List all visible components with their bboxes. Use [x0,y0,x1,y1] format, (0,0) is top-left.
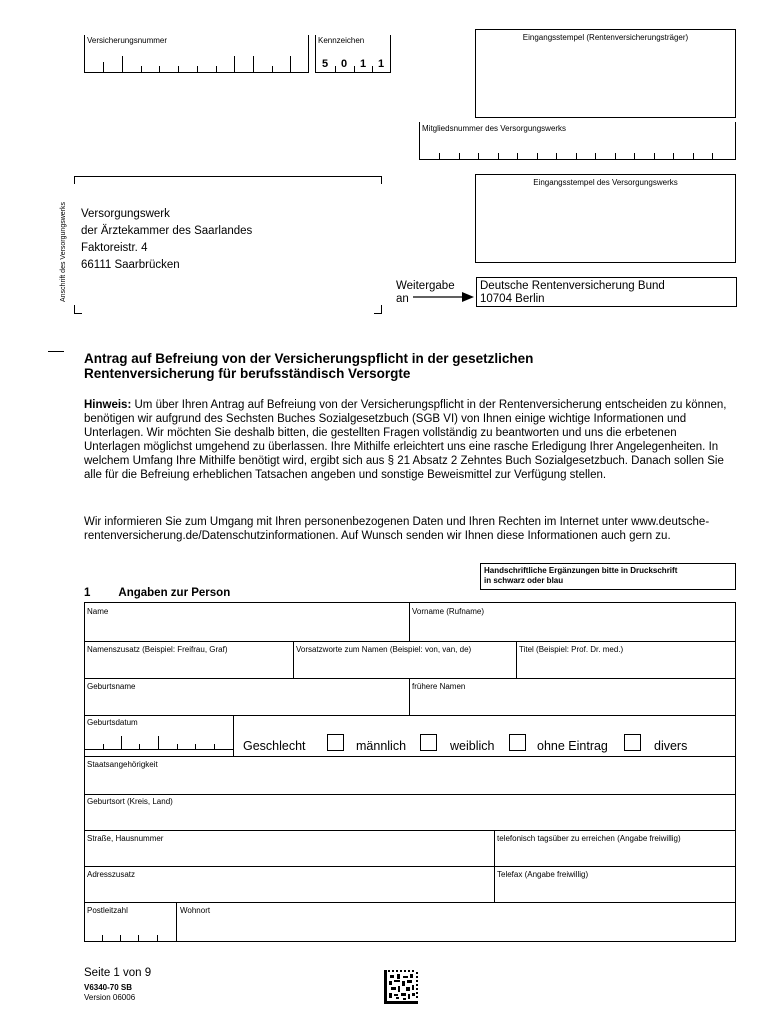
field-label-strasse: Straße, Hausnummer [87,834,164,843]
form-version: Version 06006 [84,993,136,1002]
field-label-telefon: telefonisch tagsüber zu erreichen (Angabe freiwillig) [497,834,681,843]
field-label-geburtsort: Geburtsort (Kreis, Land) [87,797,173,806]
divers-label: divers [654,739,688,753]
wohnort-input[interactable] [177,903,735,941]
telefax-input[interactable] [495,867,735,901]
field-label-telefax: Telefax (Angabe freiwillig) [497,870,589,879]
telefon-input[interactable] [495,831,735,865]
privacy-paragraph: Wir informieren Sie zum Umgang mit Ihren personenbezogenen Daten und Ihren Rechten im Internet unter www.deutsche-rentenversicherung.de/Datenschutzinformationen. Auf Wunsch senden wir Ihnen diese Informationen auch gern zu. [84,516,710,542]
barcode-icon [384,970,418,1004]
page-number: Seite 1 von 9 [84,967,152,979]
address-line: 66111 Saarbrücken [81,259,180,271]
kennzeichen-digit: 5 [322,58,329,70]
ohne-eintrag-label: ohne Eintrag [537,739,608,753]
field-label-namenszusatz: Namenszusatz (Beispiel: Freifrau, Graf) [87,645,228,654]
forwarding-recipient-box [476,277,737,307]
field-label-name: Name [87,607,109,616]
eingangsstempel-rv-box [475,29,736,118]
handwriting-note: Handschriftliche Ergänzungen bitte in Druckschrift in schwarz oder blau [480,563,736,590]
fruehere-namen-input[interactable] [410,679,735,714]
geschlecht-label: Geschlecht [243,739,306,753]
field-label-wohnort: Wohnort [180,906,211,915]
mitgliedsnummer-label: Mitgliedsnummer des Versorgungswerks [422,124,567,133]
field-label-vorname: Vorname (Rufname) [412,607,485,616]
geburtsdatum-input[interactable] [84,730,233,750]
vorname-input[interactable] [410,603,735,640]
name-input[interactable] [85,603,408,640]
eingangsstempel-rv-label: Eingangsstempel (Rentenversicherungsträger) [522,33,689,42]
arrow-right-icon [412,291,476,303]
field-label-titel: Titel (Beispiel: Prof. Dr. med.) [519,645,624,654]
address-line: Faktoreistr. 4 [81,242,148,254]
versicherungsnummer-label: Versicherungsnummer [87,36,168,45]
ohne-eintrag-checkbox[interactable] [509,734,526,751]
field-label-staatsangehoerigkeit: Staatsangehörigkeit [87,760,158,769]
adresszusatz-input[interactable] [85,867,493,901]
field-label-adresszusatz: Adresszusatz [87,870,136,879]
forwarding-label: Weitergabe an [396,280,455,305]
staatsangehoerigkeit-input[interactable] [85,757,735,793]
divers-checkbox[interactable] [624,734,641,751]
titel-input[interactable] [517,642,735,677]
recipient-line: Deutsche Rentenversicherung Bund [480,280,665,292]
eingangsstempel-vw-label: Eingangsstempel des Versorgungswerks [533,178,678,187]
strasse-input[interactable] [85,831,493,865]
kennzeichen-digit: 1 [360,58,367,70]
postleitzahl-input[interactable] [84,920,176,941]
recipient-line: 10704 Berlin [480,293,545,305]
geburtsname-input[interactable] [85,679,408,714]
field-label-geburtsdatum: Geburtsdatum [87,718,138,727]
kennzeichen-digit: 1 [378,58,385,70]
field-label-vorsatzworte: Vorsatzworte zum Namen (Beispiel: von, van, de) [296,645,472,654]
field-label-geburtsname: Geburtsname [87,682,136,691]
address-line: der Ärztekammer des Saarlandes [81,225,253,237]
form-id: V6340-70 SB [84,983,133,992]
weiblich-label: weiblich [450,739,495,753]
weiblich-checkbox[interactable] [420,734,437,751]
maennlich-checkbox[interactable] [327,734,344,751]
address-side-label: Anschrift des Versorgungswerks [60,202,67,302]
eingangsstempel-vw-box [475,174,736,263]
fold-mark [48,351,64,352]
address-block [81,206,252,274]
hint-paragraph: Hinweis: Um über Ihren Antrag auf Befreiung von der Versicherungspflicht in der Rentenversicherung entscheiden zu können, benötigen wir aufgrund des Sechsten Buches Sozialgesetzbuch (SGB VI) von Ihnen einige wichtige Informationen und Unterlagen. Wir möchten Sie deshalb bitten, die gestellten Fragen vollständig zu beantworten und uns die erbetenen Unterlagen möglichst umgehend zu überlassen. Ihre Mithilfe erleichtert uns eine rasche Erledigung Ihrer Angelegenheiten. In welchem Umfang Ihre Mithilfe benötigt wird, ergibt sich aus § 21 Absatz 2 Zehntes Buch Sozialgesetzbuch. Danach sollen Sie alle für die Befreiung erheblichen Tatsachen angeben und sonstige Beweismittel zur Verfügung stellen. [84,399,727,481]
kennzeichen-label: Kennzeichen [318,36,365,45]
field-label-fruehere-namen: frühere Namen [412,682,466,691]
page-title: Antrag auf Befreiung von der Versicherungspflicht in der gesetzlichen Rentenversicherung für berufsständisch Versorgte [84,351,534,381]
maennlich-label: männlich [356,739,407,753]
namenszusatz-input[interactable] [85,642,292,677]
geburtsort-input[interactable] [85,795,735,829]
kennzeichen-field [315,35,391,73]
field-label-postleitzahl: Postleitzahl [87,906,128,915]
versicherungsnummer-field[interactable] [84,35,309,73]
vorsatzworte-input[interactable] [294,642,515,677]
kennzeichen-digit: 0 [341,58,348,70]
address-line: Versorgungswerk [81,208,170,220]
section-heading: 1 Angaben zur Person [84,587,231,599]
mitgliedsnummer-field[interactable] [419,122,736,160]
